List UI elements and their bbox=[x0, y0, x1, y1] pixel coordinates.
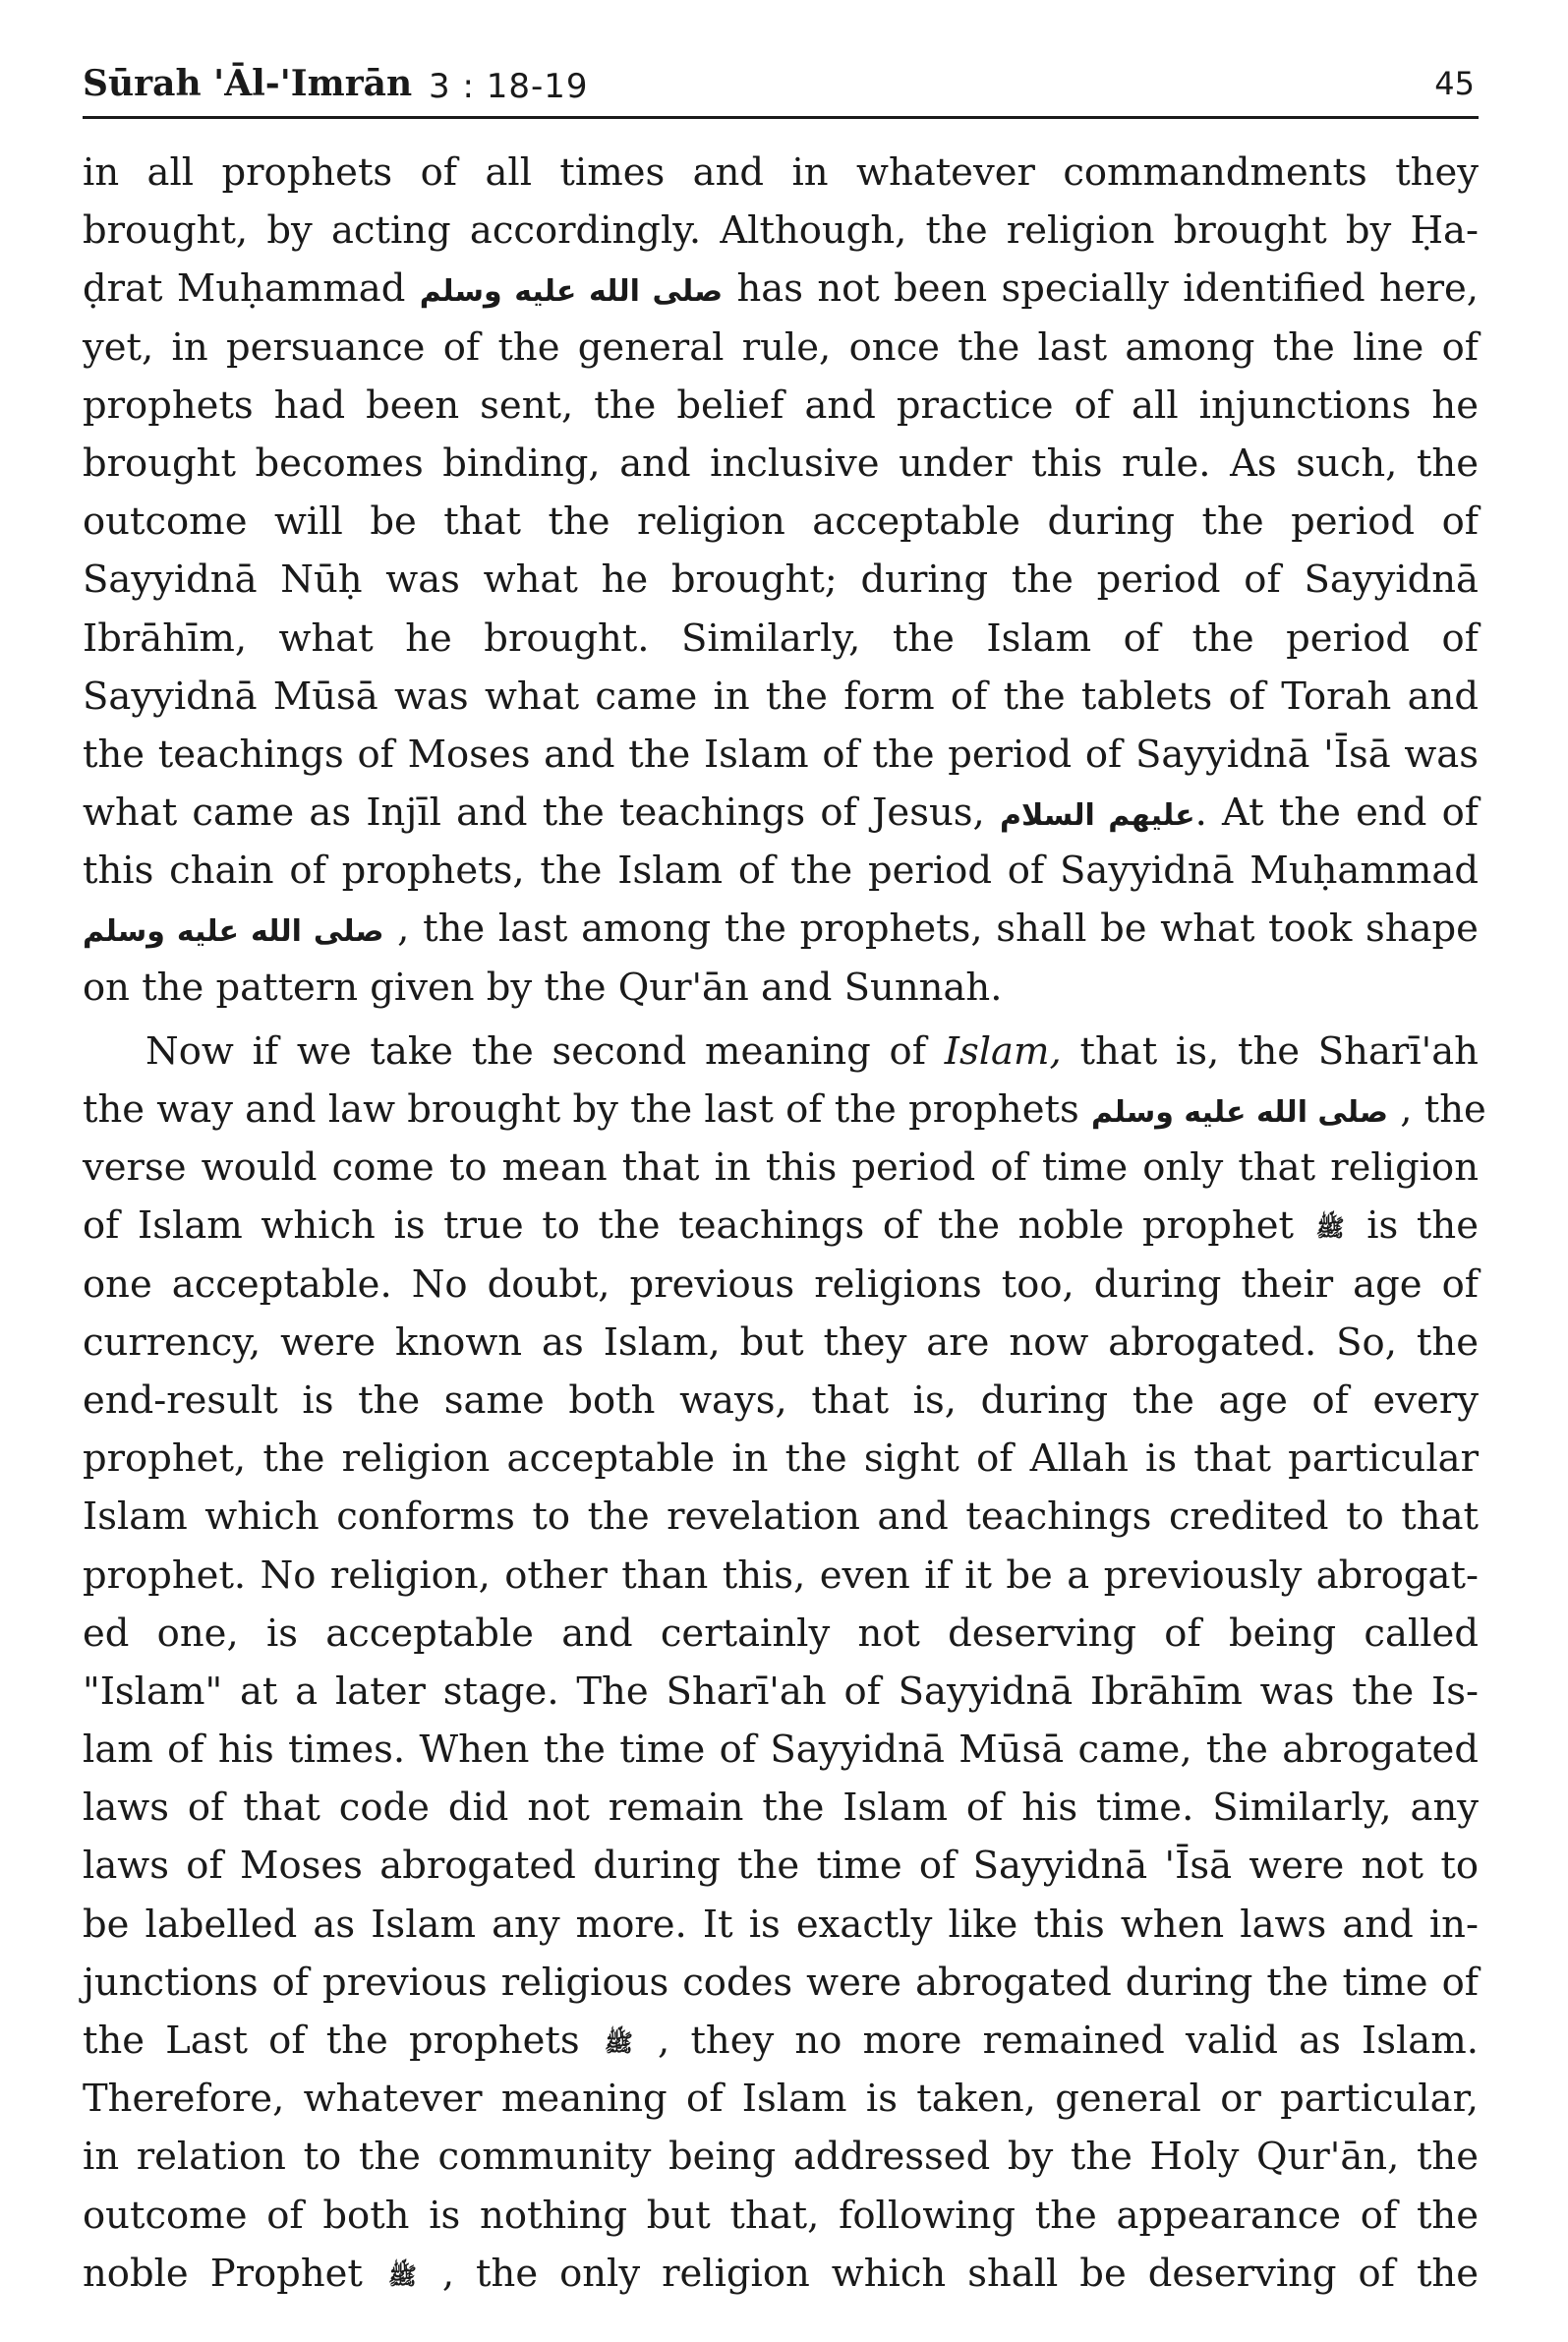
line-segment: the Last of the prophets bbox=[83, 2019, 580, 2063]
text-line: one acceptable. No doubt, previous religions too, during their age of bbox=[83, 1261, 1479, 1307]
line-segment: , the last among the prophets, shall be what took shape bbox=[397, 907, 1479, 952]
running-title: Sūrah 'Āl-'Imrān bbox=[83, 63, 413, 104]
text-line: laws of Moses abrogated during the time of Sayyidnā 'Īsā were not to bbox=[83, 1844, 1479, 1889]
text-line: brought, by acting accordingly. Although, the religion brought by Ḥa- bbox=[83, 208, 1479, 254]
text-line: end-result is the same both ways, that is, during the age of every bbox=[83, 1377, 1479, 1423]
text-line: Sayyidnā Mūsā was what came in the form of the tablets of Torah and bbox=[83, 673, 1479, 719]
line-segment: what came as Injīl and the teachings of Jesus, bbox=[83, 790, 985, 836]
text-line: in all prophets of all times and in whatever commandments they bbox=[83, 150, 1479, 195]
page-body bbox=[83, 144, 1486, 2303]
line-segment: Now if we take the second meaning of bbox=[145, 1028, 926, 1074]
line-segment: has not been specially identified here, bbox=[736, 266, 1479, 312]
text-line: Therefore, whatever meaning of Islam is taken, general or particular, bbox=[83, 2077, 1479, 2122]
text-line: junctions of previous religious codes were abrogated during the time of bbox=[83, 1960, 1479, 2005]
line-segment: , the bbox=[1400, 1087, 1486, 1132]
italic-term: Islam, bbox=[944, 1028, 1062, 1074]
line-segment: of Islam which is true to the teachings of the noble prophet bbox=[83, 1203, 1294, 1249]
text-line: on the pattern given by the Qur'ān and Sunnah. bbox=[83, 965, 1003, 1010]
text-line: this chain of prophets, the Islam of the period of Sayyidnā Muḥammad bbox=[83, 849, 1479, 894]
text-line: ed one, is acceptable and certainly not deserving of being called bbox=[83, 1610, 1479, 1656]
text-line: be labelled as Islam any more. It is exactly like this when laws and in- bbox=[83, 1902, 1479, 1947]
text-line: Islam which conforms to the revelation and teachings credited to that bbox=[83, 1494, 1479, 1540]
text-line: brought becomes binding, and inclusive under this rule. As such, the bbox=[83, 440, 1479, 486]
line-segment: that is, the Sharī'ah bbox=[1079, 1028, 1479, 1074]
salutation-arabic: صلى الله عليه وسلم bbox=[419, 274, 724, 310]
salutation-arabic: عليهم السلام bbox=[999, 798, 1195, 834]
line-segment: is the bbox=[1366, 1203, 1479, 1249]
text-line bbox=[83, 2012, 1479, 2070]
prophet-salutation-icon: ﷺ bbox=[604, 2029, 633, 2057]
salutation-arabic: صلى الله عليه وسلم bbox=[83, 914, 384, 950]
prophet-salutation-icon: ﷺ bbox=[1315, 1214, 1345, 1243]
text-line: currency, were known as Islam, but they are now abrogated. So, the bbox=[83, 1319, 1479, 1365]
text-line: yet, in persuance of the general rule, once the last among the line of bbox=[83, 324, 1479, 370]
text-line: outcome will be that the religion acceptable during the period of bbox=[83, 499, 1479, 545]
line-segment: noble Prophet bbox=[83, 2251, 363, 2296]
line-segment: , they no more remained valid as Islam. bbox=[658, 2019, 1480, 2063]
text-line bbox=[83, 1197, 1479, 1255]
prophet-salutation-icon: ﷺ bbox=[387, 2261, 417, 2290]
text-line bbox=[83, 2245, 1479, 2303]
text-line: Sayyidnā Nūḥ was what he brought; during the period of Sayyidnā bbox=[83, 557, 1479, 603]
text-line: "Islam" at a later stage. The Sharī'ah of Sayyidnā Ibrāhīm was the Is- bbox=[83, 1669, 1479, 1714]
text-line: laws of that code did not remain the Islam of his time. Similarly, any bbox=[83, 1786, 1479, 1831]
line-segment: . At the end of bbox=[1194, 790, 1479, 836]
paragraph-1 bbox=[83, 144, 1479, 1017]
text-line: prophet, the religion acceptable in the sight of Allah is that particular bbox=[83, 1436, 1479, 1482]
verse-reference: 3 : 18-19 bbox=[429, 67, 589, 106]
text-line bbox=[83, 900, 1479, 958]
page-header bbox=[83, 55, 1479, 124]
paragraph-2 bbox=[83, 1023, 1486, 2303]
text-line: verse would come to mean that in this period of time only that religion bbox=[83, 1145, 1479, 1191]
text-line: in relation to the community being addressed by the Holy Qur'ān, the bbox=[83, 2135, 1479, 2180]
text-line: the teachings of Moses and the Islam of the period of Sayyidnā 'Īsā was bbox=[83, 732, 1479, 777]
header-divider bbox=[83, 116, 1479, 119]
text-line bbox=[83, 784, 1479, 842]
text-line bbox=[83, 260, 1479, 318]
text-line: outcome of both is nothing but that, following the appearance of the bbox=[83, 2193, 1479, 2238]
text-line: prophets had been sent, the belief and practice of all injunctions he bbox=[83, 382, 1479, 428]
line-segment: ḍrat Muḥammad bbox=[83, 266, 406, 312]
line-segment: , the only religion which shall be deserving of the bbox=[441, 2251, 1480, 2296]
salutation-arabic: صلى الله عليه وسلم bbox=[1091, 1095, 1389, 1130]
page-number: 45 bbox=[1434, 65, 1475, 102]
line-segment: the way and law brought by the last of the prophets bbox=[83, 1087, 1079, 1132]
text-line: prophet. No religion, other than this, even if it be a previously abrogat- bbox=[83, 1552, 1479, 1598]
text-line bbox=[83, 1081, 1486, 1139]
text-line bbox=[83, 1023, 1479, 1081]
text-line: Ibrāhīm, what he brought. Similarly, the Islam of the period of bbox=[83, 615, 1479, 661]
text-line: lam of his times. When the time of Sayyidnā Mūsā came, the abrogated bbox=[83, 1727, 1479, 1773]
